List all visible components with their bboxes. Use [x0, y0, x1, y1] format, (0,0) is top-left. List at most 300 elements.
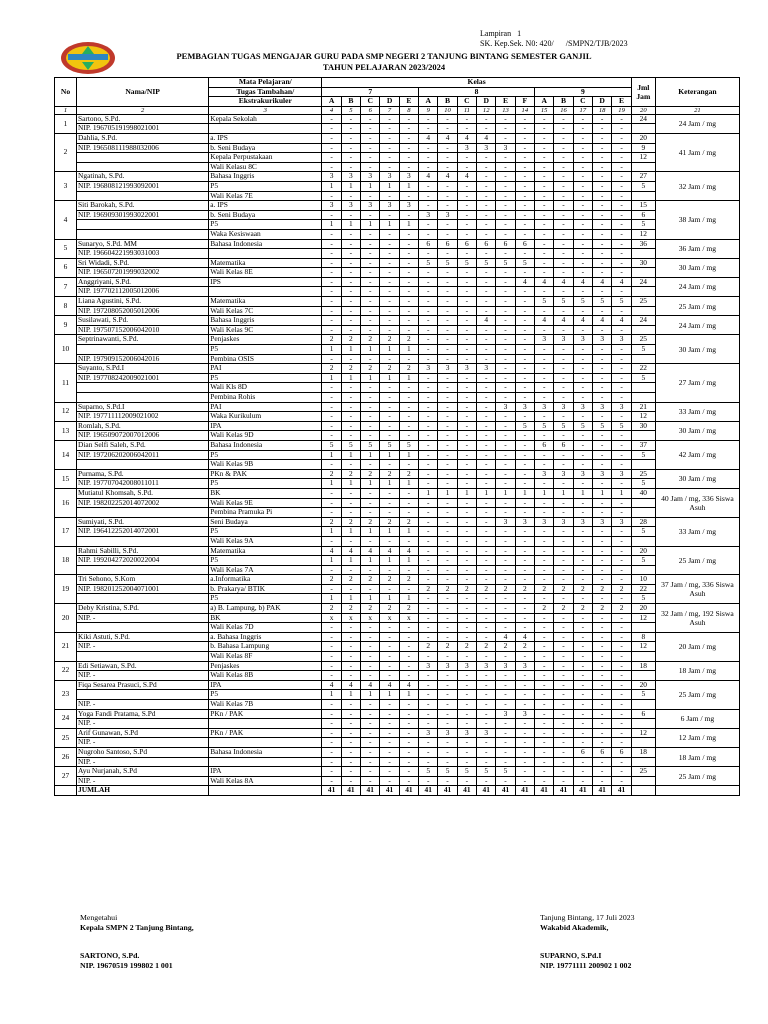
class-hours-cell: - — [380, 661, 399, 671]
total-hours: 37 — [631, 440, 655, 450]
class-hours-cell: - — [535, 661, 554, 671]
total-hours: 5 — [631, 181, 655, 191]
teacher-name-nip: Deby Kristina, S.Pd. — [77, 604, 209, 614]
subject-task: Bahasa Inggris — [209, 316, 322, 326]
class-hours-cell: - — [438, 604, 457, 614]
class-hours-cell: 2 — [361, 469, 380, 479]
class-hours-cell: - — [419, 325, 438, 335]
teacher-name-nip: Sri Widadi, S.Pd. — [77, 258, 209, 268]
class-hours-cell: 1 — [322, 450, 341, 460]
class-hours-cell: - — [593, 133, 612, 143]
class-hours-cell: - — [438, 565, 457, 575]
class-hours-cell: 4 — [554, 316, 573, 326]
remarks: 37 Jam / mg, 336 Siswa Asuh — [655, 575, 739, 604]
teacher-row — [55, 153, 740, 163]
class-letter: E — [496, 97, 515, 107]
class-hours-cell: - — [554, 709, 573, 719]
class-hours-cell: - — [457, 335, 476, 345]
total-hours: 36 — [631, 239, 655, 249]
teacher-row — [55, 124, 740, 134]
class-hours-cell: - — [419, 738, 438, 748]
class-hours-cell: - — [438, 277, 457, 287]
total-hours — [631, 354, 655, 364]
class-hours-cell: - — [322, 719, 341, 729]
remarks: 33 Jam / mg — [655, 517, 739, 546]
class-hours-cell: - — [554, 201, 573, 211]
class-hours-cell: - — [554, 268, 573, 278]
class-hours-cell: - — [573, 143, 592, 153]
subject-task: IPA — [209, 421, 322, 431]
class-hours-cell: - — [593, 239, 612, 249]
class-hours-cell: - — [573, 440, 592, 450]
class-hours-cell: - — [361, 728, 380, 738]
class-hours-cell: - — [593, 767, 612, 777]
class-hours-cell: - — [457, 297, 476, 307]
teacher-row — [55, 604, 740, 614]
class-hours-cell: - — [438, 373, 457, 383]
class-hours-cell: - — [496, 479, 515, 489]
class-hours-cell: - — [573, 719, 592, 729]
total-hours: 21 — [631, 402, 655, 412]
class-hours-cell: - — [496, 383, 515, 393]
class-hours-cell: - — [554, 719, 573, 729]
teacher-number: 16 — [55, 488, 77, 517]
class-hours-cell: - — [457, 671, 476, 681]
class-hours-cell: - — [496, 623, 515, 633]
teacher-name-nip — [77, 508, 209, 518]
class-hours-cell: 1 — [380, 479, 399, 489]
class-hours-cell: - — [380, 143, 399, 153]
class-hours-cell: 5 — [496, 258, 515, 268]
teacher-row — [55, 527, 740, 537]
class-hours-cell: - — [593, 191, 612, 201]
class-hours-cell: - — [322, 239, 341, 249]
class-hours-cell: - — [612, 412, 631, 422]
class-hours-cell: - — [419, 575, 438, 585]
class-hours-cell: - — [322, 162, 341, 172]
class-hours-cell: - — [612, 546, 631, 556]
total-hours — [631, 565, 655, 575]
class-hours-cell: 1 — [322, 181, 341, 191]
class-hours-cell: x — [361, 613, 380, 623]
class-hours-cell: 2 — [399, 575, 418, 585]
total-hours: 5 — [631, 594, 655, 604]
class-hours-cell: 1 — [380, 345, 399, 355]
total-hours — [631, 460, 655, 470]
class-hours-cell: - — [535, 690, 554, 700]
teacher-name-nip — [77, 220, 209, 230]
class-hours-cell: - — [477, 229, 496, 239]
class-hours-cell: - — [322, 488, 341, 498]
class-hours-cell: 3 — [361, 201, 380, 211]
class-hours-cell: - — [341, 114, 360, 124]
class-hours-cell: - — [515, 719, 534, 729]
class-hours-cell: - — [419, 690, 438, 700]
class-hours-cell: - — [419, 191, 438, 201]
class-hours-cell: - — [612, 373, 631, 383]
teacher-name-nip — [77, 393, 209, 403]
class-hours-cell: 3 — [438, 364, 457, 374]
total-hours — [631, 776, 655, 786]
class-hours-cell: - — [477, 709, 496, 719]
class-hours-cell: - — [399, 584, 418, 594]
class-hours-cell: - — [457, 162, 476, 172]
class-hours-cell: - — [438, 268, 457, 278]
subject-task: Bahasa Indonesia — [209, 239, 322, 249]
class-hours-cell: - — [477, 719, 496, 729]
class-hours-cell: - — [612, 383, 631, 393]
class-hours-cell: - — [438, 527, 457, 537]
class-hours-cell: 2 — [322, 364, 341, 374]
class-hours-cell: - — [322, 297, 341, 307]
class-hours-cell: - — [341, 412, 360, 422]
teacher-number: 8 — [55, 297, 77, 316]
class-hours-cell: - — [380, 738, 399, 748]
class-hours-cell: - — [477, 335, 496, 345]
vice-principal-name: SUPARNO, S.Pd.I — [540, 951, 602, 960]
class-hours-cell: - — [573, 306, 592, 316]
teacher-name-nip: NIP. 196509072007012006 — [77, 431, 209, 441]
class-total: 41 — [438, 786, 457, 796]
class-hours-cell: - — [573, 181, 592, 191]
class-hours-cell: - — [361, 709, 380, 719]
total-hours: 20 — [631, 546, 655, 556]
column-index: 9 — [419, 106, 438, 114]
class-hours-cell: - — [612, 450, 631, 460]
class-hours-cell: - — [496, 316, 515, 326]
column-index: 2 — [77, 106, 209, 114]
class-hours-cell: - — [612, 143, 631, 153]
class-hours-cell: - — [419, 479, 438, 489]
class-hours-cell: - — [341, 393, 360, 403]
class-hours-cell: - — [515, 364, 534, 374]
teacher-name-nip: Romlah, S.Pd. — [77, 421, 209, 431]
class-hours-cell: - — [438, 249, 457, 259]
class-hours-cell: - — [322, 460, 341, 470]
class-hours-cell: 2 — [457, 584, 476, 594]
class-hours-cell: - — [341, 402, 360, 412]
teacher-name-nip: NIP. - — [77, 642, 209, 652]
subject-task: IPS — [209, 277, 322, 287]
subject-task: Kepala Sekolah — [209, 114, 322, 124]
class-hours-cell: - — [419, 469, 438, 479]
class-hours-cell: - — [322, 306, 341, 316]
class-hours-cell: 4 — [573, 277, 592, 287]
class-hours-cell: - — [515, 287, 534, 297]
class-hours-cell: - — [593, 536, 612, 546]
class-hours-cell: - — [515, 594, 534, 604]
subject-task: b. Bahasa Lampung — [209, 642, 322, 652]
class-hours-cell: - — [457, 306, 476, 316]
class-hours-cell: - — [438, 421, 457, 431]
teacher-row — [55, 728, 740, 738]
remarks: 25 Jam / mg — [655, 767, 739, 786]
class-hours-cell: - — [438, 738, 457, 748]
class-letter: B — [341, 97, 360, 107]
class-hours-cell: - — [573, 191, 592, 201]
class-hours-cell: 4 — [477, 316, 496, 326]
class-hours-cell: - — [438, 498, 457, 508]
class-hours-cell: - — [457, 546, 476, 556]
class-hours-cell: - — [593, 325, 612, 335]
teacher-row — [55, 575, 740, 585]
class-hours-cell: - — [322, 565, 341, 575]
total-hours: 27 — [631, 172, 655, 182]
class-hours-cell: - — [419, 527, 438, 537]
header-name: Nama/NIP — [77, 78, 209, 107]
teacher-row — [55, 556, 740, 566]
class-letter: A — [322, 97, 341, 107]
class-hours-cell: 2 — [535, 584, 554, 594]
total-hours: 6 — [631, 210, 655, 220]
class-hours-cell: 6 — [457, 239, 476, 249]
class-hours-cell: - — [322, 632, 341, 642]
class-hours-cell: - — [612, 191, 631, 201]
total-hours — [631, 508, 655, 518]
class-hours-cell: - — [457, 517, 476, 527]
class-hours-cell: - — [457, 536, 476, 546]
place-date: Tanjung Bintang, 17 Juli 2023 — [540, 913, 635, 922]
class-hours-cell: - — [438, 181, 457, 191]
class-hours-cell: - — [554, 575, 573, 585]
total-hours: 20 — [631, 680, 655, 690]
class-hours-cell: - — [477, 124, 496, 134]
class-hours-cell: - — [341, 642, 360, 652]
class-hours-cell: 2 — [380, 575, 399, 585]
class-hours-cell: 1 — [361, 556, 380, 566]
class-hours-cell: - — [573, 114, 592, 124]
class-hours-cell: 1 — [380, 373, 399, 383]
teacher-name-nip: NIP. - — [77, 613, 209, 623]
class-hours-cell: - — [477, 671, 496, 681]
total-hours — [631, 738, 655, 748]
class-hours-cell: 3 — [380, 201, 399, 211]
teacher-row — [55, 709, 740, 719]
class-hours-cell: - — [515, 172, 534, 182]
class-hours-cell: - — [515, 450, 534, 460]
class-hours-cell: - — [496, 287, 515, 297]
class-hours-cell: - — [457, 527, 476, 537]
teacher-row — [55, 440, 740, 450]
class-hours-cell: - — [573, 642, 592, 652]
class-total: 41 — [380, 786, 399, 796]
class-hours-cell: 2 — [380, 335, 399, 345]
subject-task: Seni Budaya — [209, 517, 322, 527]
class-hours-cell: - — [457, 373, 476, 383]
class-hours-cell: - — [535, 565, 554, 575]
class-hours-cell: 3 — [361, 172, 380, 182]
class-hours-cell: 2 — [341, 335, 360, 345]
class-hours-cell: - — [554, 680, 573, 690]
class-hours-cell: 3 — [554, 517, 573, 527]
subject-task: Pembina Rohis — [209, 393, 322, 403]
class-hours-cell: 5 — [399, 440, 418, 450]
class-hours-cell: 1 — [380, 690, 399, 700]
subject-task: a. Bahasa Inggris — [209, 632, 322, 642]
teacher-name-nip: NIP. 197707042008011011 — [77, 479, 209, 489]
class-hours-cell: 4 — [380, 546, 399, 556]
class-hours-cell: - — [593, 690, 612, 700]
class-hours-cell: 2 — [361, 517, 380, 527]
grade-7-header: 7 — [322, 87, 419, 97]
class-hours-cell: - — [612, 268, 631, 278]
class-hours-cell: - — [554, 527, 573, 537]
class-hours-cell: - — [380, 632, 399, 642]
class-hours-cell: - — [477, 402, 496, 412]
class-hours-cell: - — [361, 623, 380, 633]
class-hours-cell: - — [380, 565, 399, 575]
index-row — [55, 106, 740, 114]
subject-task: Wali Kelas 7E — [209, 191, 322, 201]
class-hours-cell: - — [341, 671, 360, 681]
class-hours-cell: - — [515, 671, 534, 681]
class-hours-cell: - — [535, 776, 554, 786]
class-hours-cell: - — [496, 728, 515, 738]
class-hours-cell: - — [438, 325, 457, 335]
class-hours-cell: - — [477, 201, 496, 211]
class-hours-cell: 4 — [477, 133, 496, 143]
class-hours-cell: - — [419, 201, 438, 211]
class-hours-cell: - — [554, 479, 573, 489]
class-hours-cell: 2 — [341, 364, 360, 374]
class-total: 41 — [477, 786, 496, 796]
class-hours-cell: - — [477, 114, 496, 124]
class-hours-cell: - — [419, 709, 438, 719]
class-hours-cell: - — [457, 776, 476, 786]
column-index: 11 — [457, 106, 476, 114]
class-hours-cell: - — [419, 181, 438, 191]
class-hours-cell: - — [554, 431, 573, 441]
subject-task: Wali Kelas 8B — [209, 671, 322, 681]
class-hours-cell: 1 — [515, 488, 534, 498]
class-hours-cell: - — [593, 345, 612, 355]
teacher-name-nip — [77, 594, 209, 604]
class-hours-cell: - — [496, 431, 515, 441]
subject-task: Wali Kelas 8A — [209, 776, 322, 786]
class-hours-cell: - — [496, 469, 515, 479]
column-index: 16 — [554, 106, 573, 114]
teacher-row — [55, 747, 740, 757]
class-hours-cell: - — [612, 440, 631, 450]
class-hours-cell: 2 — [380, 517, 399, 527]
teacher-row — [55, 757, 740, 767]
class-hours-cell: 2 — [477, 584, 496, 594]
class-hours-cell: - — [612, 565, 631, 575]
vice-principal-nip: NIP. 19771111 200902 1 002 — [540, 960, 632, 970]
class-hours-cell: - — [535, 747, 554, 757]
class-hours-cell: - — [515, 373, 534, 383]
class-hours-cell: - — [593, 181, 612, 191]
class-hours-cell: - — [438, 652, 457, 662]
class-hours-cell: - — [322, 316, 341, 326]
teacher-name-nip — [77, 690, 209, 700]
class-hours-cell: - — [535, 325, 554, 335]
teacher-number: 12 — [55, 402, 77, 421]
class-hours-cell: - — [573, 613, 592, 623]
class-hours-cell: - — [554, 565, 573, 575]
class-hours-cell: - — [438, 229, 457, 239]
class-hours-cell: - — [361, 757, 380, 767]
class-hours-cell: 5 — [573, 421, 592, 431]
remarks: 25 Jam / mg — [655, 297, 739, 316]
class-hours-cell: - — [438, 440, 457, 450]
class-hours-cell: - — [612, 345, 631, 355]
class-hours-cell: - — [573, 728, 592, 738]
class-hours-cell: 1 — [457, 488, 476, 498]
subject-task: PKn & PAK — [209, 469, 322, 479]
class-hours-cell: - — [554, 181, 573, 191]
class-hours-cell: - — [322, 287, 341, 297]
class-hours-cell: - — [399, 412, 418, 422]
class-letter: B — [554, 97, 573, 107]
class-hours-cell: - — [573, 709, 592, 719]
class-hours-cell: 3 — [419, 364, 438, 374]
class-hours-cell: - — [399, 114, 418, 124]
class-hours-cell: - — [380, 498, 399, 508]
teacher-row — [55, 719, 740, 729]
teacher-name-nip: Dahlia, S.Pd. — [77, 133, 209, 143]
remarks: 30 Jam / mg — [655, 335, 739, 364]
class-hours-cell: - — [612, 220, 631, 230]
header-subject-1: Mata Pelajaran/ — [209, 78, 322, 88]
sk-reference: SK. Kep.Sek. N0: 420/ /SMPN2/TJB/2023 — [480, 39, 628, 48]
class-hours-cell: 2 — [399, 604, 418, 614]
class-hours-cell: - — [341, 709, 360, 719]
class-hours-cell: 2 — [496, 584, 515, 594]
class-hours-cell: - — [322, 700, 341, 710]
class-hours-cell: - — [341, 565, 360, 575]
class-hours-cell: - — [341, 162, 360, 172]
class-hours-cell: 3 — [573, 469, 592, 479]
class-hours-cell: - — [554, 325, 573, 335]
total-no — [55, 786, 77, 796]
class-hours-cell: x — [322, 613, 341, 623]
class-hours-cell: - — [399, 402, 418, 412]
class-hours-cell: - — [341, 249, 360, 259]
class-hours-cell: 2 — [341, 517, 360, 527]
class-total: 41 — [593, 786, 612, 796]
class-hours-cell: - — [612, 210, 631, 220]
class-hours-cell: 1 — [361, 594, 380, 604]
teacher-row — [55, 632, 740, 642]
teacher-row — [55, 613, 740, 623]
class-hours-cell: - — [496, 527, 515, 537]
class-hours-cell: 3 — [457, 661, 476, 671]
class-hours-cell: - — [496, 508, 515, 518]
class-hours-cell: 3 — [477, 728, 496, 738]
class-hours-cell: - — [573, 153, 592, 163]
remarks: 30 Jam / mg — [655, 469, 739, 488]
class-hours-cell: - — [361, 316, 380, 326]
class-hours-cell: - — [554, 460, 573, 470]
teacher-row — [55, 594, 740, 604]
class-hours-cell: - — [361, 133, 380, 143]
class-hours-cell: - — [515, 268, 534, 278]
class-hours-cell: - — [554, 757, 573, 767]
subject-task — [209, 249, 322, 259]
class-hours-cell: - — [322, 728, 341, 738]
class-hours-cell: - — [457, 440, 476, 450]
teacher-row — [55, 776, 740, 786]
class-hours-cell: - — [419, 153, 438, 163]
subject-task: IPA — [209, 767, 322, 777]
class-hours-cell: 4 — [515, 277, 534, 287]
class-hours-cell: - — [438, 143, 457, 153]
column-index: 14 — [515, 106, 534, 114]
class-hours-cell: 3 — [419, 728, 438, 738]
class-hours-cell: - — [419, 450, 438, 460]
class-hours-cell: - — [515, 201, 534, 211]
